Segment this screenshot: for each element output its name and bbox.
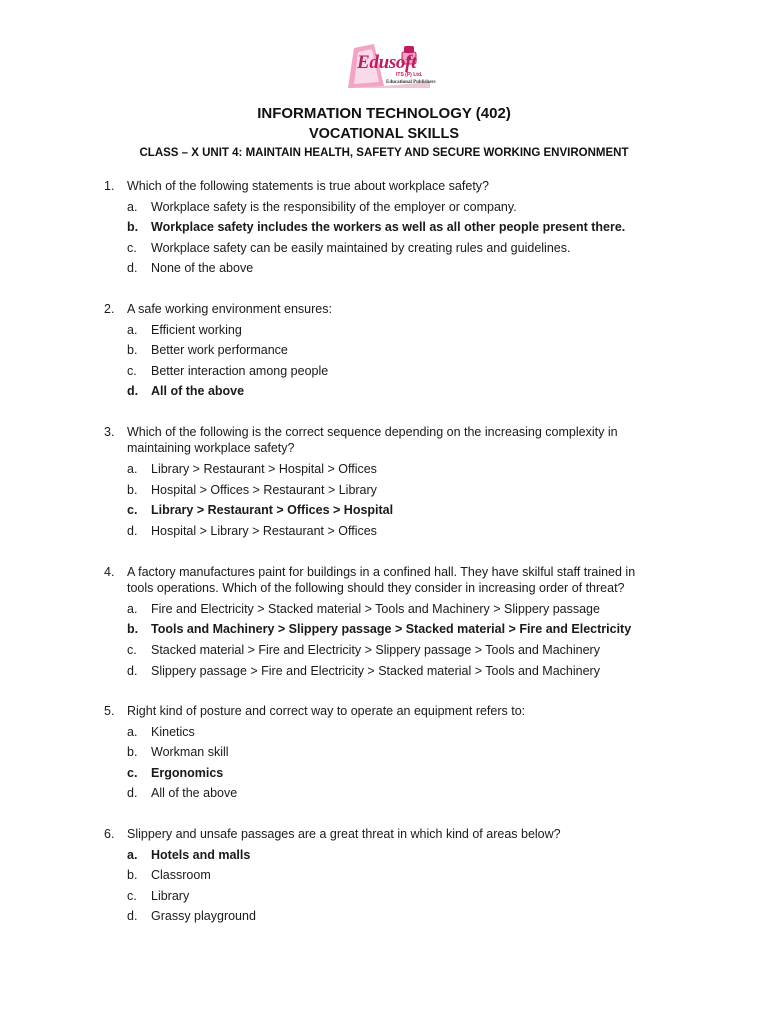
option-text: Grassy playground (151, 909, 256, 923)
question-number: 3. (104, 425, 115, 439)
option-c-correct (0, 502, 768, 520)
option-text: Efficient working (151, 323, 242, 337)
option-text: Stacked material > Fire and Electricity > Slippery passage > Tools and Machinery (151, 643, 600, 657)
logo-tagline: Educational Publishers (386, 80, 436, 85)
option-text: Classroom (151, 868, 211, 882)
option-a (0, 199, 768, 217)
option-b (0, 867, 768, 885)
question-text-line-1: A factory manufactures paint for buildings in a confined hall. They have skilful staff trained in (127, 565, 636, 579)
option-letter: b. (127, 483, 138, 497)
option-a-correct (0, 847, 768, 865)
option-text: Workplace safety includes the workers as well as all other people present there. (151, 220, 626, 234)
question-text-line-1: Which of the following is the correct sequence depending on the increasing complexity in (127, 425, 618, 439)
option-text: Hotels and malls (151, 848, 251, 862)
option-letter: c. (127, 241, 137, 255)
logo-brand: Edusoft (357, 52, 417, 73)
option-text: Library > Restaurant > Hospital > Offices (151, 462, 377, 476)
option-b (0, 744, 768, 762)
option-c (0, 642, 768, 660)
question-text-line-2: tools operations. Which of the following should they consider in increasing order of threat? (127, 581, 625, 595)
option-d (0, 523, 768, 541)
option-letter: a. (127, 602, 138, 616)
option-text: Workplace safety is the responsibility of the employer or company. (151, 200, 517, 214)
option-a (0, 322, 768, 340)
option-c (0, 240, 768, 258)
option-letter: c. (127, 364, 137, 378)
option-text: All of the above (151, 786, 238, 800)
option-b (0, 482, 768, 500)
option-letter: b. (127, 220, 139, 234)
option-a (0, 461, 768, 479)
option-letter: a. (127, 200, 138, 214)
document-subtitle: VOCATIONAL SKILLS (308, 126, 460, 142)
question-text: Right kind of posture and correct way to operate an equipment refers to: (127, 704, 526, 718)
option-letter: d. (127, 664, 138, 678)
question-text: A safe working environment ensures: (127, 302, 332, 316)
option-text: Ergonomics (151, 766, 224, 780)
option-letter: c. (127, 766, 138, 780)
option-letter: d. (127, 524, 138, 538)
option-text: Library (151, 889, 190, 903)
option-d (0, 908, 768, 926)
question-text-line-2: maintaining workplace safety? (127, 441, 295, 455)
option-text: All of the above (151, 384, 245, 398)
option-letter: a. (127, 462, 138, 476)
option-text: Better interaction among people (151, 364, 329, 378)
unit-heading: CLASS – X UNIT 4: MAINTAIN HEALTH, SAFETY AND SECURE WORKING ENVIRONMENT (139, 147, 629, 159)
option-c (0, 888, 768, 906)
option-d (0, 260, 768, 278)
option-text: Kinetics (151, 725, 195, 739)
option-letter: b. (127, 868, 138, 882)
option-letter: b. (127, 745, 138, 759)
option-text: None of the above (151, 261, 254, 275)
option-b (0, 342, 768, 360)
option-letter: c. (127, 889, 137, 903)
option-letter: a. (127, 725, 138, 739)
option-letter: b. (127, 622, 139, 636)
option-a (0, 724, 768, 742)
option-text: Tools and Machinery > Slippery passage > Stacked material > Fire and Electricity (151, 622, 632, 636)
option-b-correct (0, 219, 768, 237)
question-text: Slippery and unsafe passages are a great threat in which kind of areas below? (127, 827, 561, 841)
document-title: INFORMATION TECHNOLOGY (402) (257, 105, 511, 122)
option-letter: c. (127, 503, 138, 517)
option-letter: a. (127, 848, 138, 862)
option-letter: d. (127, 909, 138, 923)
option-b-correct (0, 621, 768, 639)
option-d-correct (0, 383, 768, 401)
option-text: Hospital > Library > Restaurant > Offices (151, 524, 377, 538)
question-number: 1. (104, 179, 115, 193)
option-text: Fire and Electricity > Stacked material > Tools and Machinery > Slippery passage (151, 602, 600, 616)
option-letter: c. (127, 643, 137, 657)
option-d (0, 785, 768, 803)
option-text: Library > Restaurant > Offices > Hospital (151, 503, 394, 517)
option-c (0, 363, 768, 381)
option-d (0, 663, 768, 681)
question-number: 2. (104, 302, 115, 316)
option-letter: d. (127, 786, 138, 800)
option-letter: d. (127, 384, 139, 398)
option-text: Workman skill (151, 745, 229, 759)
option-text: Hospital > Offices > Restaurant > Library (151, 483, 377, 497)
question-number: 6. (104, 827, 115, 841)
option-c-correct (0, 765, 768, 783)
question-text: Which of the following statements is true about workplace safety? (127, 179, 489, 193)
option-text: Workplace safety can be easily maintained by creating rules and guidelines. (151, 241, 571, 255)
logo-sub: ITS (P) Ltd. (396, 72, 423, 78)
question-number: 4. (104, 565, 115, 579)
option-text: Better work performance (151, 343, 288, 357)
option-letter: d. (127, 261, 138, 275)
option-letter: b. (127, 343, 138, 357)
option-a (0, 601, 768, 619)
question-number: 5. (104, 704, 115, 718)
option-letter: a. (127, 323, 138, 337)
option-text: Slippery passage > Fire and Electricity > Stacked material > Tools and Machinery (151, 664, 600, 678)
